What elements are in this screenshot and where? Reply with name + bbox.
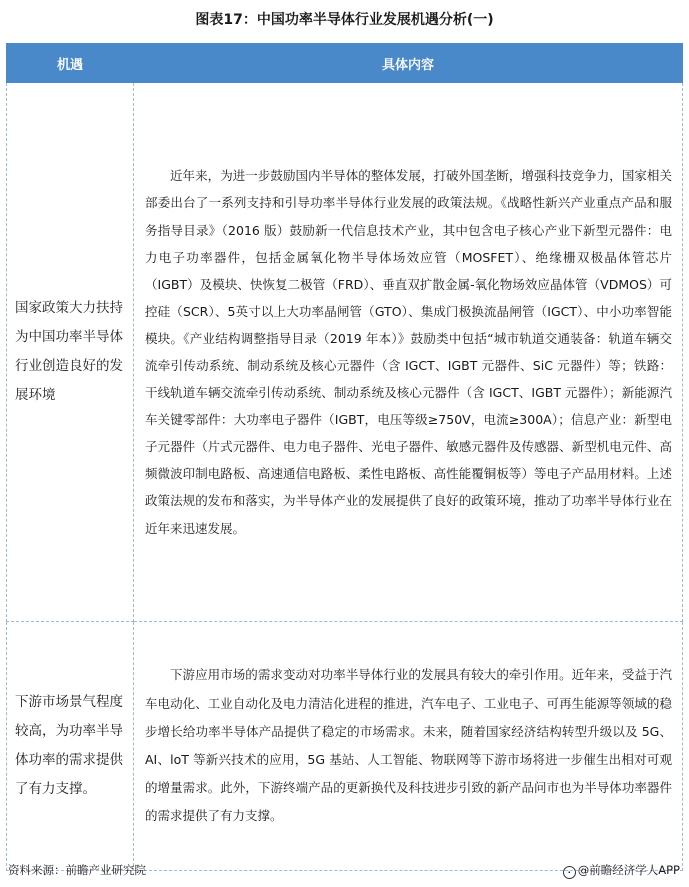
table-header-row	[7, 44, 683, 83]
brand-credit	[563, 861, 680, 879]
header-content: 具体内容	[134, 44, 683, 83]
footer	[4, 861, 684, 879]
table-row	[7, 622, 683, 871]
table-row	[7, 83, 683, 622]
row-opportunity: 国家政策大力扶持为中国功率半导体行业创造良好的发展环境	[7, 83, 134, 622]
figure-title: 图表17：中国功率半导体行业发展机遇分析(一)	[195, 12, 494, 28]
opportunity-table	[6, 43, 683, 871]
weibo-icon: ·	[563, 866, 576, 879]
row-opportunity: 下游市场景气程度较高，为功率半导体功率的需求提供了有力支撑。	[7, 622, 134, 871]
row-content	[134, 83, 683, 622]
row-content-text: 下游应用市场的需求变动对功率半导体行业的发展具有较大的牵引作用。近年来，受益于汽车电动化、工业自动化及电力清洁化进程的推进，汽车电子、工业电子、可再生能源等领域的稳步增长给功率半导体产品提供了稳定的市场需求。未来，随着国家经济结构转型升级以及 5G、AI、loT 等新兴技术的应用，5G 基站、人工智能、物联网等下游市场将进一步催生出相对可观的增量需求。此外，下游终端产品的更新换代及科技进步引致的新产品问市也为半导体功率器件的需求提供了有力支撑。	[145, 667, 672, 824]
brand-text: @前瞻经济学人APP	[577, 863, 680, 877]
header-opportunity: 机遇	[7, 44, 134, 83]
source-note: 资料来源：前瞻产业研究院	[8, 863, 146, 877]
row-content-text: 近年来，为进一步鼓励国内半导体的整体发展，打破外国垄断，增强科技竞争力，国家相关部委出台了一系列支持和引导功率半导体行业发展的政策法规。《战略性新兴产业重点产品和服务指导目录》（2016 版）鼓励新一代信息技术产业，其中包含电子核心产业下新型元器件：电力电子功率器件，包括金属氧化物半导体场效应管（MOSFET）、绝缘栅双极晶体管芯片（IGBT）及模块、快恢复二极管（FRD）、垂直双扩散金属-氧化物场效应晶体管（VDMOS）可控硅（SCR）、5英寸以上大功率晶闸管（GTO）、集成门极换流晶闸管（IGCT）、中小功率智能模块。《产业结构调整指导目录（2019 年本）》鼓励类中包括“城市轨道交通装备：轨道车辆交流牵引传动系统、制动系统及核心元器件（含 IGCT、IGBT 元器件、SiC 元器件）等；铁路：干线轨道车辆交流牵引传动系统、制动系统及核心元器件（含 IGCT、IGBT 元器件）；新能源汽车关键零部件：大功率电子器件（IGBT，电压等级≥750V，电流≥300A）；信息产业：新型电子元器件（片式元器件、电力电子器件、光电子器件、敏感元器件及传感器、新型机电元件、高频微波印制电路板、高速通信电路板、柔性电路板、高性能覆铜板等）等电子产品用材料。上述政策法规的发布和落实，为半导体产业的发展提供了良好的政策环境，推动了功率半导体行业在近年来迅速发展。	[145, 168, 672, 536]
row-content	[134, 622, 683, 871]
